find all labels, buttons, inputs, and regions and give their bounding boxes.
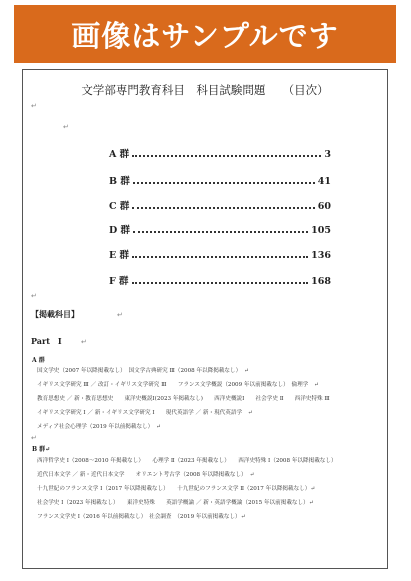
toc-leader — [133, 231, 308, 233]
toc-page: 168 — [311, 276, 331, 287]
section-heading: 【掲載科目】 — [31, 309, 79, 319]
toc-leader — [133, 182, 315, 184]
toc-page: 41 — [317, 176, 331, 187]
sample-banner — [14, 5, 396, 63]
group-b-label: B 群↵ — [32, 446, 51, 453]
paragraph-mark: ↵ — [117, 311, 123, 319]
toc-page: 136 — [311, 250, 331, 261]
subject-line: 近代日本文学 ／ 新・近代日本文学 オリエント考古学（2008 年以降掲載なし） ↵ — [37, 472, 255, 478]
part-heading: Part I — [31, 336, 62, 346]
paragraph-mark: ↵ — [31, 434, 37, 442]
toc-group: D 群 — [109, 225, 131, 236]
toc-leader — [132, 282, 309, 284]
paragraph-mark: ↵ — [31, 292, 37, 300]
subject-line: イギリス文学研究 Ⅲ ／ 改訂・イギリス文学研究 Ⅲ フランス文学概説（2009 年以前掲載なし） 倫理学 ↵ — [37, 382, 319, 388]
toc-entry-f — [109, 273, 331, 287]
toc-page: 105 — [311, 225, 331, 236]
subject-line: 教育思想史 ／ 新・教育思想史 東洋史概説Ⅰ(2023 年掲載なし) 西洋史概説Ⅰ 社会学史 Ⅱ 西洋史特殊 Ⅲ — [37, 396, 330, 402]
paragraph-mark: ↵ — [31, 102, 37, 110]
subject-line: 十九世紀のフランス文学 Ⅰ（2017 年以降掲載なし） 十九世紀のフランス文学 Ⅱ（2017 年以降掲載なし）↵ — [37, 486, 316, 492]
toc-leader — [132, 207, 314, 209]
paragraph-mark: ↵ — [81, 338, 87, 346]
toc-group: F 群 — [109, 276, 129, 287]
subject-line: 西洋哲学史 Ⅰ（2008～2010 年掲載なし） 心理学 Ⅱ（2023 年掲載なし） 西洋史特殊 Ⅰ（2008 年以降掲載なし） — [37, 458, 337, 464]
toc-group: C 群 — [109, 201, 130, 212]
toc-group: E 群 — [109, 250, 130, 261]
toc-entry-c — [109, 198, 331, 212]
toc-entry-b — [109, 173, 331, 187]
paragraph-mark: ↵ — [63, 123, 69, 131]
subject-line: 国文学史（2007 年以降掲載なし） 国文学古典研究 Ⅲ（2008 年以降掲載なし） ↵ — [37, 368, 249, 374]
group-a-label: A 群 — [32, 357, 45, 364]
document-page — [22, 69, 388, 569]
subject-line: 社会学史 Ⅰ（2023 年掲載なし） 東洋史特殊 英語学概論 ／ 新・英語学概論（2015 年以前掲載なし）↵ — [37, 500, 314, 506]
toc-page: 60 — [317, 201, 331, 212]
toc-group: A 群 — [109, 149, 130, 160]
subject-line: メディア社会心理学（2019 年以前掲載なし） ↵ — [37, 424, 161, 430]
toc-entry-d — [109, 222, 331, 236]
subject-line: イギリス文学研究 Ⅰ ／ 新・イギリス文学研究 Ⅰ 現代英語学 ／ 新・現代英語学 ↵ — [37, 410, 253, 416]
toc-entry-a — [109, 146, 331, 160]
toc-page: 3 — [324, 149, 331, 160]
document-title: 文学部専門教育科目 科目試験問題 （目次） — [81, 83, 329, 97]
subject-line: フランス文学史 Ⅰ（2016 年以前掲載なし） 社会調査 （2019 年以前掲載なし）↵ — [37, 514, 246, 520]
toc-leader — [132, 155, 321, 157]
toc-leader — [132, 256, 308, 258]
banner-text: 画像はサンプルです — [71, 18, 339, 53]
toc-entry-e — [109, 247, 331, 261]
toc-group: B 群 — [109, 176, 130, 187]
